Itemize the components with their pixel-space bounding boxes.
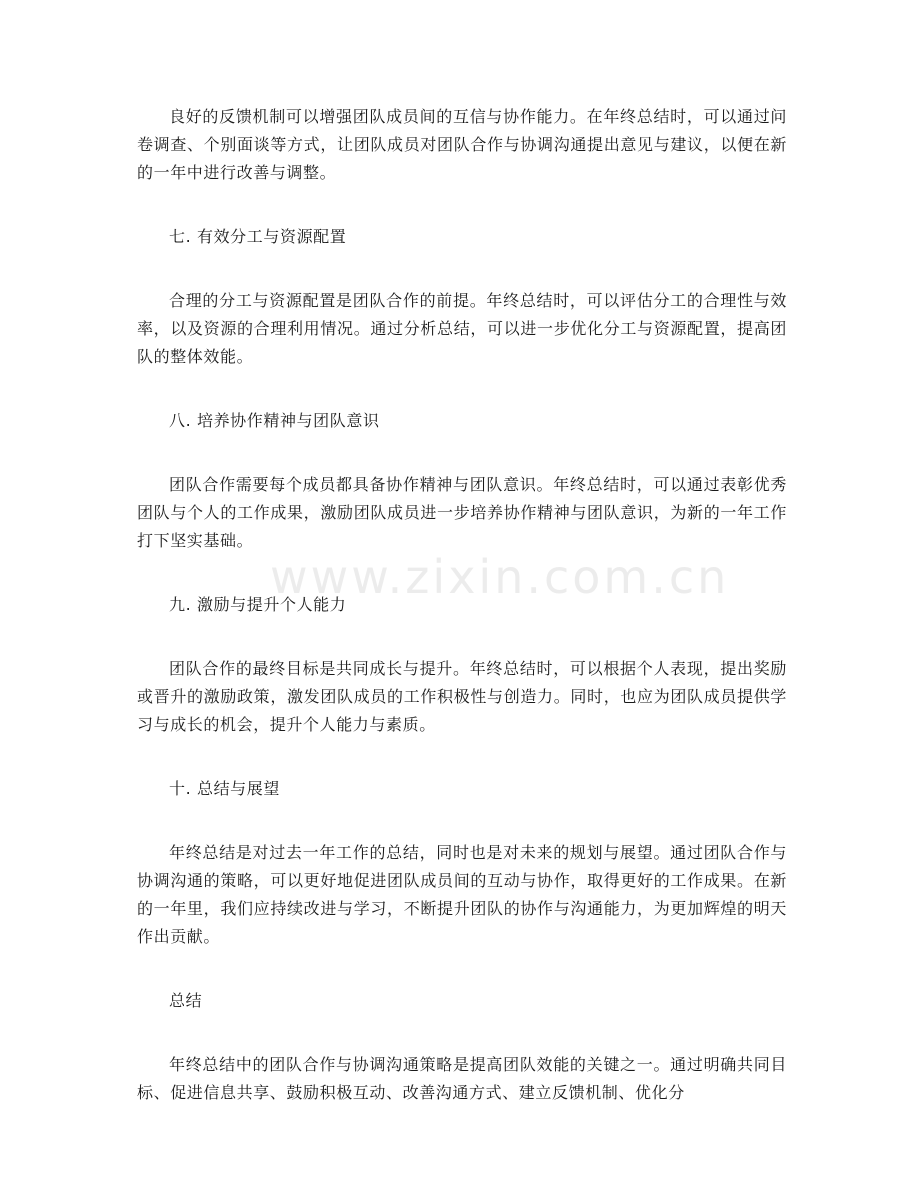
paragraph-summary: 年终总结中的团队合作与协调沟通策略是提高团队效能的关键之一。通过明确共同目标、促进信息共享、鼓励积极互动、改善沟通方式、建立反馈机制、优化分 [137,1055,787,1102]
summary-heading: 总结 [169,991,203,1010]
section-heading-8: 八. 培养协作精神与团队意识 [169,411,380,430]
document-body [137,103,787,1143]
paragraph-section-9: 团队合作的最终目标是共同成长与提升。年终总结时，可以根据个人表现，提出奖励或晋升的激励政策，激发团队成员的工作积极性与创造力。同时，也应为团队成员提供学习与成长的机会，提升个人能力与素质。 [137,659,787,734]
paragraph-feedback: 良好的反馈机制可以增强团队成员间的互信与协作能力。在年终总结时，可以通过问卷调查、个别面谈等方式，让团队成员对团队合作与协调沟通提出意见与建议，以便在新的一年中进行改善与调整。 [137,107,787,182]
section-heading-9: 九. 激励与提升个人能力 [169,595,347,614]
section-heading-10: 十. 总结与展望 [169,779,280,798]
watermark-text: www.zixin.com.cn [270,550,730,604]
paragraph-section-7: 合理的分工与资源配置是团队合作的前提。年终总结时，可以评估分工的合理性与效率，以及资源的合理利用情况。通过分析总结，可以进一步优化分工与资源配置，提高团队的整体效能。 [137,291,787,366]
paragraph-section-10: 年终总结是对过去一年工作的总结，同时也是对未来的规划与展望。通过团队合作与协调沟通的策略，可以更好地促进团队成员间的互动与协作，取得更好的工作成果。在新的一年里，我们应持续改进与学习，不断提升团队的协作与沟通能力，为更加辉煌的明天作出贡献。 [137,843,787,946]
paragraph-section-8: 团队合作需要每个成员都具备协作精神与团队意识。年终总结时，可以通过表彰优秀团队与个人的工作成果，激励团队成员进一步培养协作精神与团队意识，为新的一年工作打下坚实基础。 [137,475,787,550]
section-heading-7: 七. 有效分工与资源配置 [169,227,347,246]
